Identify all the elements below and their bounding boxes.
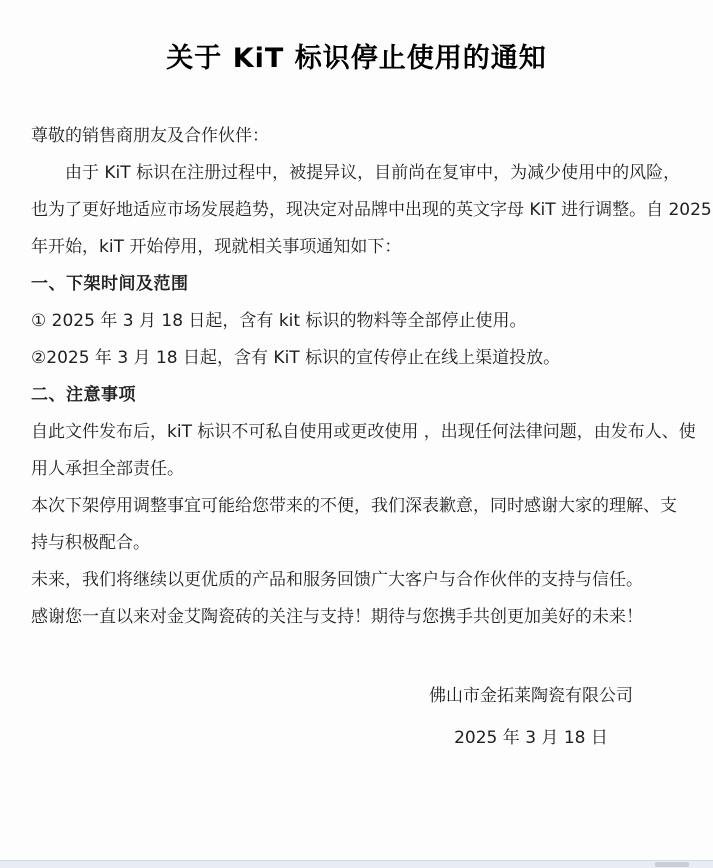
company-signature: 佛山市金拓莱陶瓷有限公司 <box>429 686 633 706</box>
document-title: 关于 KiT 标识停止使用的通知 <box>166 43 547 74</box>
notes-line-6: 感谢您一直以来对金艾陶瓷砖的关注与支持！期待与您携手共创更加美好的未来！ <box>31 607 643 627</box>
notes-line-1: 自此文件发布后，kiT 标识不可私自使用或更改使用 ，出现任何法律问题，由发布人、使 <box>31 422 696 442</box>
intro-line-2: 也为了更好地适应市场发展趋势，现决定对品牌中出现的英文字母 KiT 进行调整。自 2025 <box>31 200 712 220</box>
signature-date: 2025 年 3 月 18 日 <box>454 728 608 748</box>
notes-line-5: 未来，我们将继续以更优质的产品和服务回馈广大客户与合作伙伴的支持与信任。 <box>31 570 643 590</box>
intro-line-3: 年开始，kiT 开始停用，现就相关事项通知如下： <box>31 237 402 257</box>
section1-item-2: ②2025 年 3 月 18 日起，含有 KiT 标识的宣传停止在线上渠道投放。 <box>31 348 561 368</box>
notes-line-3: 本次下架停用调整事宜可能给您带来的不便，我们深表歉意，同时感谢大家的理解、支 <box>31 496 677 516</box>
notes-line-2: 用人承担全部责任。 <box>31 459 184 479</box>
greeting-line: 尊敬的销售商朋友及合作伙伴： <box>31 126 269 146</box>
notes-line-4: 持与积极配合。 <box>31 533 150 553</box>
document-body <box>0 118 713 757</box>
section1-item-1: ① 2025 年 3 月 18 日起，含有 kit 标识的物料等全部停止使用。 <box>31 311 527 331</box>
section2-heading: 二、注意事项 <box>31 385 136 405</box>
horizontal-scrollbar-thumb[interactable] <box>655 862 689 867</box>
section1-heading: 一、下架时间及范围 <box>31 274 189 294</box>
signature-block <box>391 678 671 757</box>
intro-line-1: 由于 KiT 标识在注册过程中，被提异议，目前尚在复审中，为减少使用中的风险， <box>65 163 681 183</box>
status-bar <box>0 860 713 868</box>
